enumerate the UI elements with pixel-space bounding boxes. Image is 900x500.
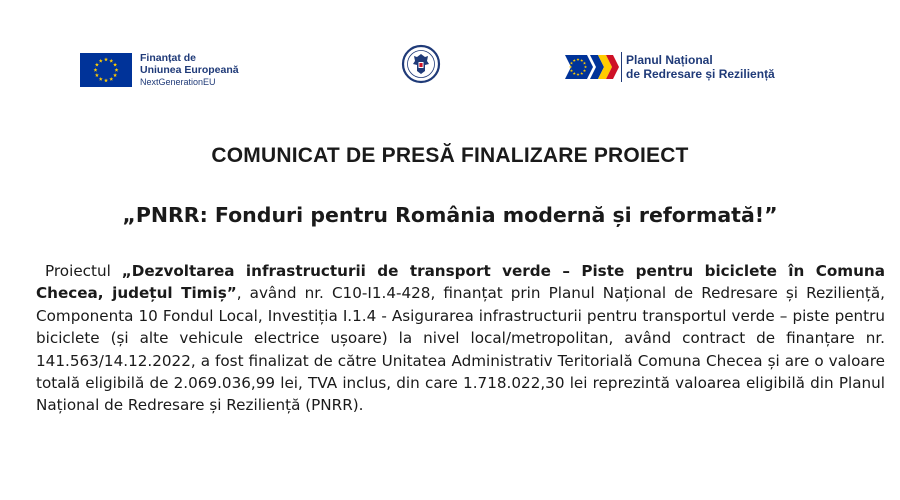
pnrr-separator — [621, 52, 622, 82]
eu-funding-text — [140, 52, 239, 88]
logo-header — [0, 40, 900, 100]
pnrr-flag-icon — [563, 52, 619, 82]
project-name: „Dezvoltarea infrastructurii de transport verde – Piste pentru biciclete în Comuna Checea, județul Timiș” — [36, 262, 885, 303]
document-title: COMUNICAT DE PRESĂ FINALIZARE PROIECT — [211, 144, 689, 167]
body-paragraph — [36, 260, 885, 417]
eu-text-line2: Uniunea Europeană — [140, 64, 239, 76]
document-subtitle: „PNRR: Fonduri pentru România modernă și reformată!” — [122, 203, 778, 227]
pnrr-text — [626, 53, 775, 81]
eu-text-line1: Finanțat de — [140, 52, 197, 64]
paragraph-intro: Proiectul — [45, 262, 122, 280]
pnrr-text-line1: Planul Național — [626, 53, 713, 67]
paragraph-body: , având nr. C10-I1.4-428, finanțat prin Planul Național de Redresare și Reziliență, Componenta 10 Fondul Local, Investiția I.1.4 - Asigurarea infrastructurii pentru transportul verde – piste pentru biciclete (și alte vehicule electrice ușoare) la nivel local/metropolitan, având contract de finanțare nr. 141.563/14.12.2022, a fost finalizat de către Unitatea Administrativ Teritorială Comuna Checea și are o valoare totală eligibilă de 2.069.036,99 lei, TVA inclus, din care 1.718.022,30 lei reprezintă valoarea eligibilă din Planul Național de Redresare și Reziliență (PNRR). — [36, 284, 885, 415]
eu-text-line3: NextGenerationEU — [140, 77, 216, 87]
pnrr-logo — [563, 52, 775, 82]
eu-funding-logo — [80, 52, 239, 88]
eu-flag-icon — [80, 53, 132, 87]
romanian-government-coat-of-arms-icon — [401, 44, 441, 84]
pnrr-text-line2: de Redresare și Reziliență — [626, 67, 775, 81]
